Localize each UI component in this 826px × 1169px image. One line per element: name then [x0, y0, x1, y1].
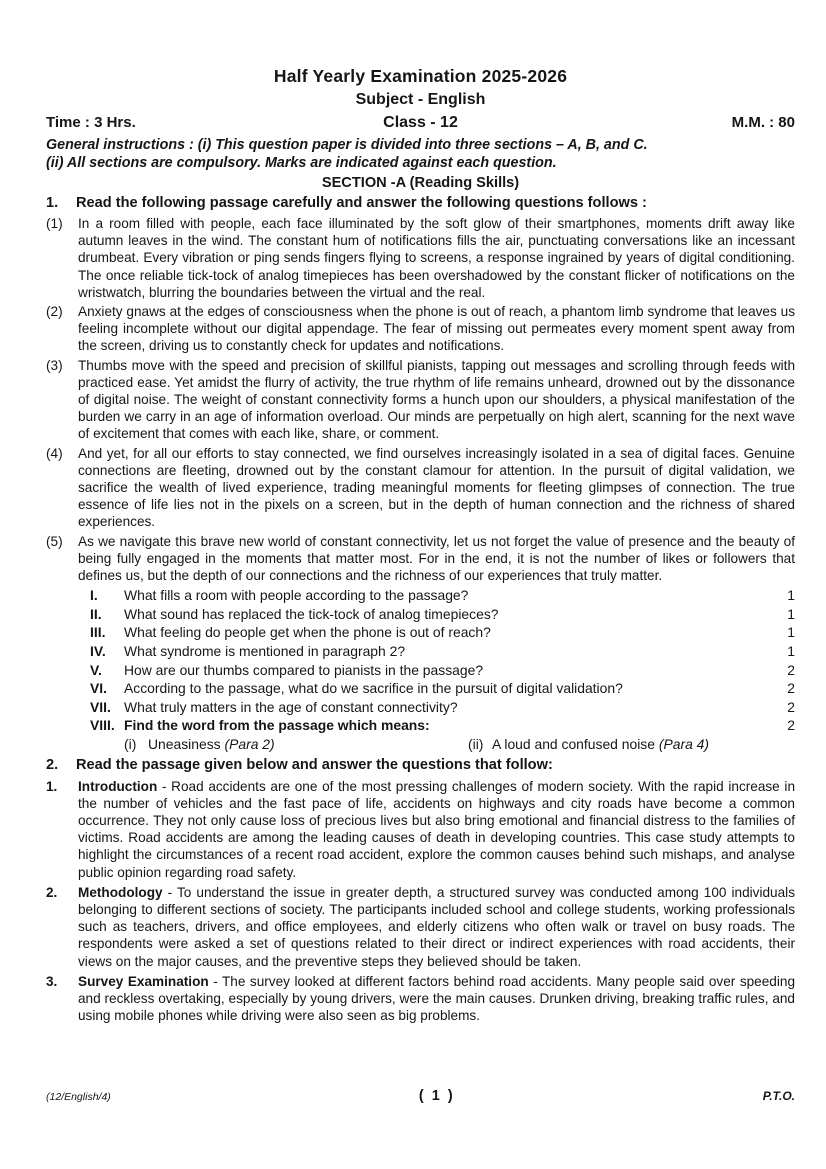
question-marks: 1 [787, 643, 795, 660]
case-paragraph-2-lead: Methodology [78, 884, 163, 900]
question-row-iv [90, 642, 795, 661]
question-marks: 2 [787, 661, 795, 678]
case-study-paragraph-3 [46, 973, 795, 1025]
exam-meta-row [46, 114, 795, 132]
question-text: What syndrome is mentioned in paragraph 2? [124, 643, 406, 660]
question-marks: 1 [787, 587, 795, 604]
instruction-line-2: (ii) All sections are compulsory. Marks are indicated against each question. [46, 155, 557, 171]
question-viii-subparts [90, 735, 795, 754]
passage-paragraph-1 [46, 215, 795, 301]
subpart-ii-label: (ii) [468, 736, 484, 753]
question-2-number: 2. [46, 756, 59, 773]
subpart-ii-para-ref: (Para 4) [658, 736, 710, 753]
question-text: What sound has replaced the tick-tock of analog timepieces? [124, 605, 499, 622]
question-row-viii [90, 716, 795, 735]
time-allowed: Time : 3 Hrs. [46, 114, 136, 131]
instruction-line-1: General instructions : (i) This question paper is divided into three sections – A, B, and C. [46, 137, 648, 153]
case-paragraph-2-label: 2. [46, 884, 58, 900]
subpart-ii-text: A loud and confused noise [492, 736, 659, 753]
question-text: How are our thumbs compared to pianists in the passage? [124, 661, 484, 678]
section-a-heading: SECTION -A (Reading Skills) [321, 175, 520, 191]
passage-paragraph-4 [46, 445, 795, 531]
paragraph-2-text: Anxiety gnaws at the edges of consciousness when the phone is out of reach, a phantom limb syndrome that leaves us feeling incomplete without our digital appendage. The fear of missing out permeates every moment spent away from the screen, driving us to constantly check for updates and notifications. [78, 304, 795, 354]
question-number: VII. [90, 698, 111, 715]
pto-label: P.T.O. [762, 1089, 795, 1103]
question-marks: 1 [787, 605, 795, 622]
paper-code: (12/English/4) [46, 1091, 111, 1103]
passage-paragraph-5 [46, 533, 795, 585]
question-1-number: 1. [46, 195, 59, 211]
question-text: According to the passage, what do we sacrifice in the pursuit of digital validation? [124, 680, 623, 697]
subpart-i-para-ref: (Para 2) [224, 736, 275, 753]
question-row-vi [90, 679, 795, 698]
subpart-i [124, 735, 468, 754]
question-1-heading [46, 194, 795, 213]
case-study-paragraph-1 [46, 778, 795, 881]
question-row-v [90, 661, 795, 680]
question-number: III. [90, 624, 106, 641]
paragraph-3-text: Thumbs move with the speed and precision of skillful pianists, tapping out messages and scrolling through feeds with practiced ease. Yet amidst the flurry of activity, the true rhythm of life remains unheard, drowned out by the dissonance of digital noise. The weight of constant connectivity forms a hunch upon our shoulders, a physical manifestation of the burden we carry in an age of information overload. Our minds are perpetually on high alert, scanning for the next wave of excitement that comes with each like, share, or comment. [78, 357, 795, 442]
question-2-text: Read the passage given below and answer the questions that follow: [76, 756, 553, 773]
case-paragraph-1-label: 1. [46, 778, 58, 794]
question-text: Find the word from the passage which means: [124, 717, 430, 734]
question-marks: 2 [787, 717, 795, 734]
class-label: Class - 12 [383, 114, 458, 131]
passage-paragraph-2 [46, 303, 795, 355]
paragraph-1-label: (1) [46, 216, 63, 231]
paragraph-2-label: (2) [46, 304, 63, 320]
passage-paragraph-3 [46, 357, 795, 443]
question-2-heading [46, 756, 795, 775]
exam-subject: Subject - English [355, 91, 486, 108]
case-paragraph-3-label: 3. [46, 973, 58, 989]
question-number: I. [90, 587, 98, 604]
paragraph-4-label: (4) [46, 445, 63, 461]
question-row-vii [90, 698, 795, 717]
page-footer [46, 1088, 795, 1104]
paragraph-4-text: And yet, for all our efforts to stay connected, we find ourselves increasingly isolated in a sea of digital faces. Genuine connections are fleeting, drowned out by the constant clamour for attention. In the pursuit of digital validation, we sacrifice the wealth of lived experience, trading meaningful moments for fleeting glimpses of connection. The true essence of life lies not in the pixels on a screen, but in the depth of human connection and the richness of shared experiences. [78, 445, 795, 530]
case-paragraph-1-lead: Introduction [78, 778, 158, 794]
paragraph-3-label: (3) [46, 357, 63, 373]
question-row-iii [90, 623, 795, 642]
question-marks: 2 [787, 680, 795, 697]
subpart-ii [468, 735, 709, 754]
case-study-paragraph-2 [46, 884, 795, 970]
case-paragraph-3-lead: Survey Examination [78, 973, 209, 989]
question-text: What feeling do people get when the phone is out of reach? [124, 624, 491, 641]
case-paragraph-3-text: - The survey looked at different factors behind road accidents. Many people said over speeding and reckless overtaking, especially by young drivers, were the main causes. Drunken driving, breaking traffic rules, and using mobile phones while driving were also seen as big problems. [78, 973, 795, 1024]
paragraph-5-label: (5) [46, 533, 63, 549]
question-number: VIII. [90, 717, 115, 734]
question-number: II. [90, 605, 102, 622]
general-instructions [46, 136, 795, 172]
page-number: ( 1 ) [418, 1088, 455, 1104]
question-number: IV. [90, 643, 106, 660]
question-row-ii [90, 605, 795, 624]
question-text: What truly matters in the age of constant connectivity? [124, 698, 458, 715]
question-number: V. [90, 661, 102, 678]
subpart-i-label: (i) [124, 736, 137, 753]
max-marks: M.M. : 80 [731, 114, 795, 131]
paragraph-1-text: In a room filled with people, each face illuminated by the soft glow of their smartphones, moments drift away like autumn leaves in the wind. The constant hum of notifications fills the air, punctuating conversations like an incessant drumbeat. Every vibration or ping sends fingers flying to screens, a response ingrained by years of digital conditioning. The once reliable tick-tock of analog timepieces has been overshadowed by the constant flicker of notifications on the wristwatch, blurring the boundaries between the virtual and the real. [78, 216, 795, 300]
question-text: What fills a room with people according to the passage? [124, 587, 469, 604]
question-number: VI. [90, 680, 107, 697]
paragraph-5-text: As we navigate this brave new world of constant connectivity, let us not forget the value of presence and the beauty of being fully engaged in the moments that matter most. For in the end, it is not the number of likes or followers that defines us, but the depth of our connections and the richness of our experiences that truly matter. [78, 533, 795, 584]
question-marks: 1 [787, 624, 795, 641]
case-paragraph-1-text: - Road accidents are one of the most pressing challenges of modern society. With the rapid increase in the number of vehicles and the fast pace of life, accidents on highways and city roads have become a common occurrence. They not only cause loss of precious lives but also bring emotional and financial distress to the families of victims. Road accidents are among the leading causes of death in developing countries. This case study attempts to highlight the circumstances of a recent road accident, explore the common causes behind such mishaps, and analyse public opinion regarding road safety. [78, 778, 795, 880]
question-list [90, 586, 795, 753]
question-row-i [90, 586, 795, 605]
question-1-text: Read the following passage carefully and answer the following questions follows : [76, 195, 647, 211]
subpart-i-text: Uneasiness [148, 736, 225, 753]
question-marks: 2 [787, 698, 795, 715]
case-paragraph-2-text: - To understand the issue in greater depth, a structured survey was conducted among 100 individuals belonging to different sections of society. The participants included school and college students, working professionals such as teachers, drivers, and office employees, and elderly citizens who often walk or travel on busy roads. The respondents were asked a set of questions related to their direct or indirect experiences with road accidents, their views on the major causes, and the preventive steps they believed should be taken. [78, 884, 795, 969]
exam-title: Half Yearly Examination 2025-2026 [273, 66, 568, 86]
